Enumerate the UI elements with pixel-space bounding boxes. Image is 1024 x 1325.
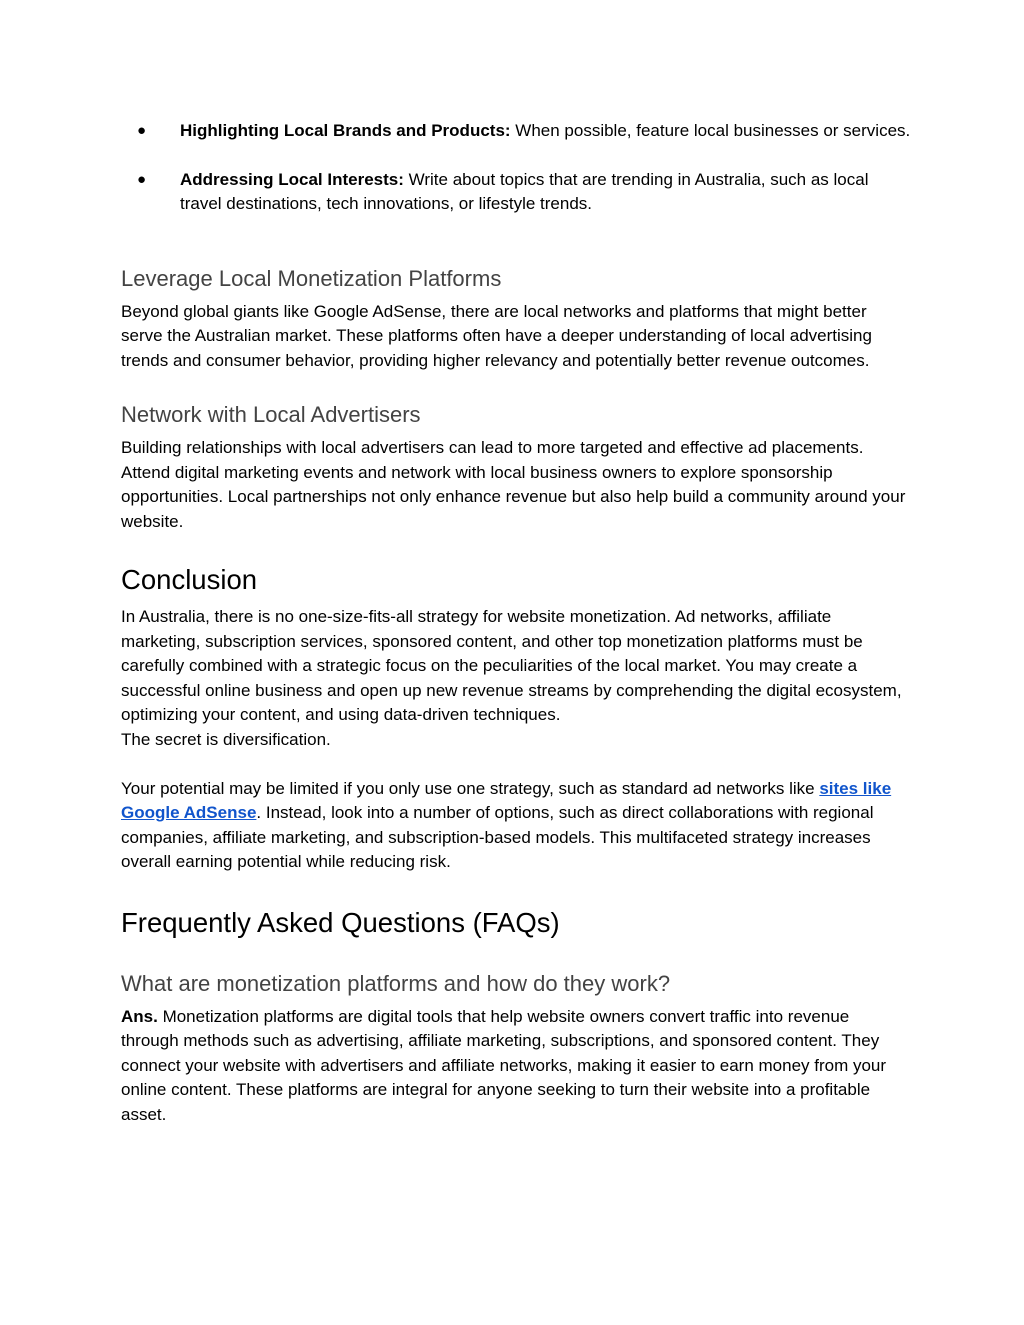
bullet-item-local-brands <box>121 119 911 144</box>
heading-faqs: Frequently Asked Questions (FAQs) <box>121 906 560 938</box>
google-adsense-link[interactable]: sites like Google AdSense <box>121 778 892 822</box>
bullet-list <box>121 119 911 217</box>
document-content <box>121 119 911 1127</box>
bullet-label: Addressing Local Interests: <box>180 169 404 189</box>
heading-network-advertisers: Network with Local Advertisers <box>121 402 421 427</box>
paragraph-conclusion-1: In Australia, there is no one-size-fits-all strategy for website monetization. Ad networks, affiliate marketing, subscription services, sponsored content, and other top monetization platforms must be carefully combined with a strategic focus on the peculiarities of the local market. You may create a successful online business and open up new revenue streams by comprehending the digital ecosystem, optimizing your content, and using data-driven techniques. <box>121 607 902 724</box>
heading-conclusion: Conclusion <box>121 564 258 595</box>
paragraph-conclusion-2-after: . Instead, look into a number of options, such as direct collaborations with regional companies, affiliate marketing, and subscription-based models. This multifaceted strategy increases overall earning potential while reducing risk. <box>121 803 874 871</box>
bullet-dot-icon: ● <box>137 170 147 188</box>
paragraph-monetization-platforms: Beyond global giants like Google AdSense, there are local networks and platforms that might better serve the Australian market. These platforms often have a deeper understanding of local advertising trends and consumer behavior, providing higher relevancy and potentially better revenue outcomes. <box>121 301 872 370</box>
bullet-label: Highlighting Local Brands and Products: <box>180 121 511 140</box>
faq-answer-1 <box>121 1005 911 1128</box>
paragraph-conclusion-2-before: Your potential may be limited if you only use one strategy, such as standard ad networks like <box>121 778 820 798</box>
paragraph-network-advertisers: Building relationships with local advertisers can lead to more targeted and effective ad placements. Attend digital marketing events and network with local business owners to explore sponsorship opportunities. Local partnerships not only enhance revenue but also help build a community around your website. <box>121 438 906 531</box>
heading-monetization-platforms: Leverage Local Monetization Platforms <box>121 265 502 291</box>
faq-answer-label: Ans. <box>121 1006 158 1026</box>
bullet-dot-icon: ● <box>137 122 147 139</box>
bullet-text: When possible, feature local businesses or services. <box>510 121 911 140</box>
paragraph-conclusion-2 <box>121 777 911 875</box>
faq-answer-text: Monetization platforms are digital tools that help website owners convert traffic into revenue through methods such as advertising, affiliate marketing, subscriptions, and sponsored content. They connect your website with advertisers and affiliate networks, making it easier to earn money from your online content. These platforms are integral for anyone seeking to turn their website into a profitable asset. <box>121 1006 887 1124</box>
paragraph-conclusion-secret: The secret is diversification. <box>121 729 331 749</box>
faq-question-1: What are monetization platforms and how do they work? <box>121 970 671 996</box>
bullet-text: Write about topics that are trending in Australia, such as local travel destinations, tech innovations, or lifestyle trends. <box>180 169 869 213</box>
bullet-item-local-interests <box>121 168 911 217</box>
